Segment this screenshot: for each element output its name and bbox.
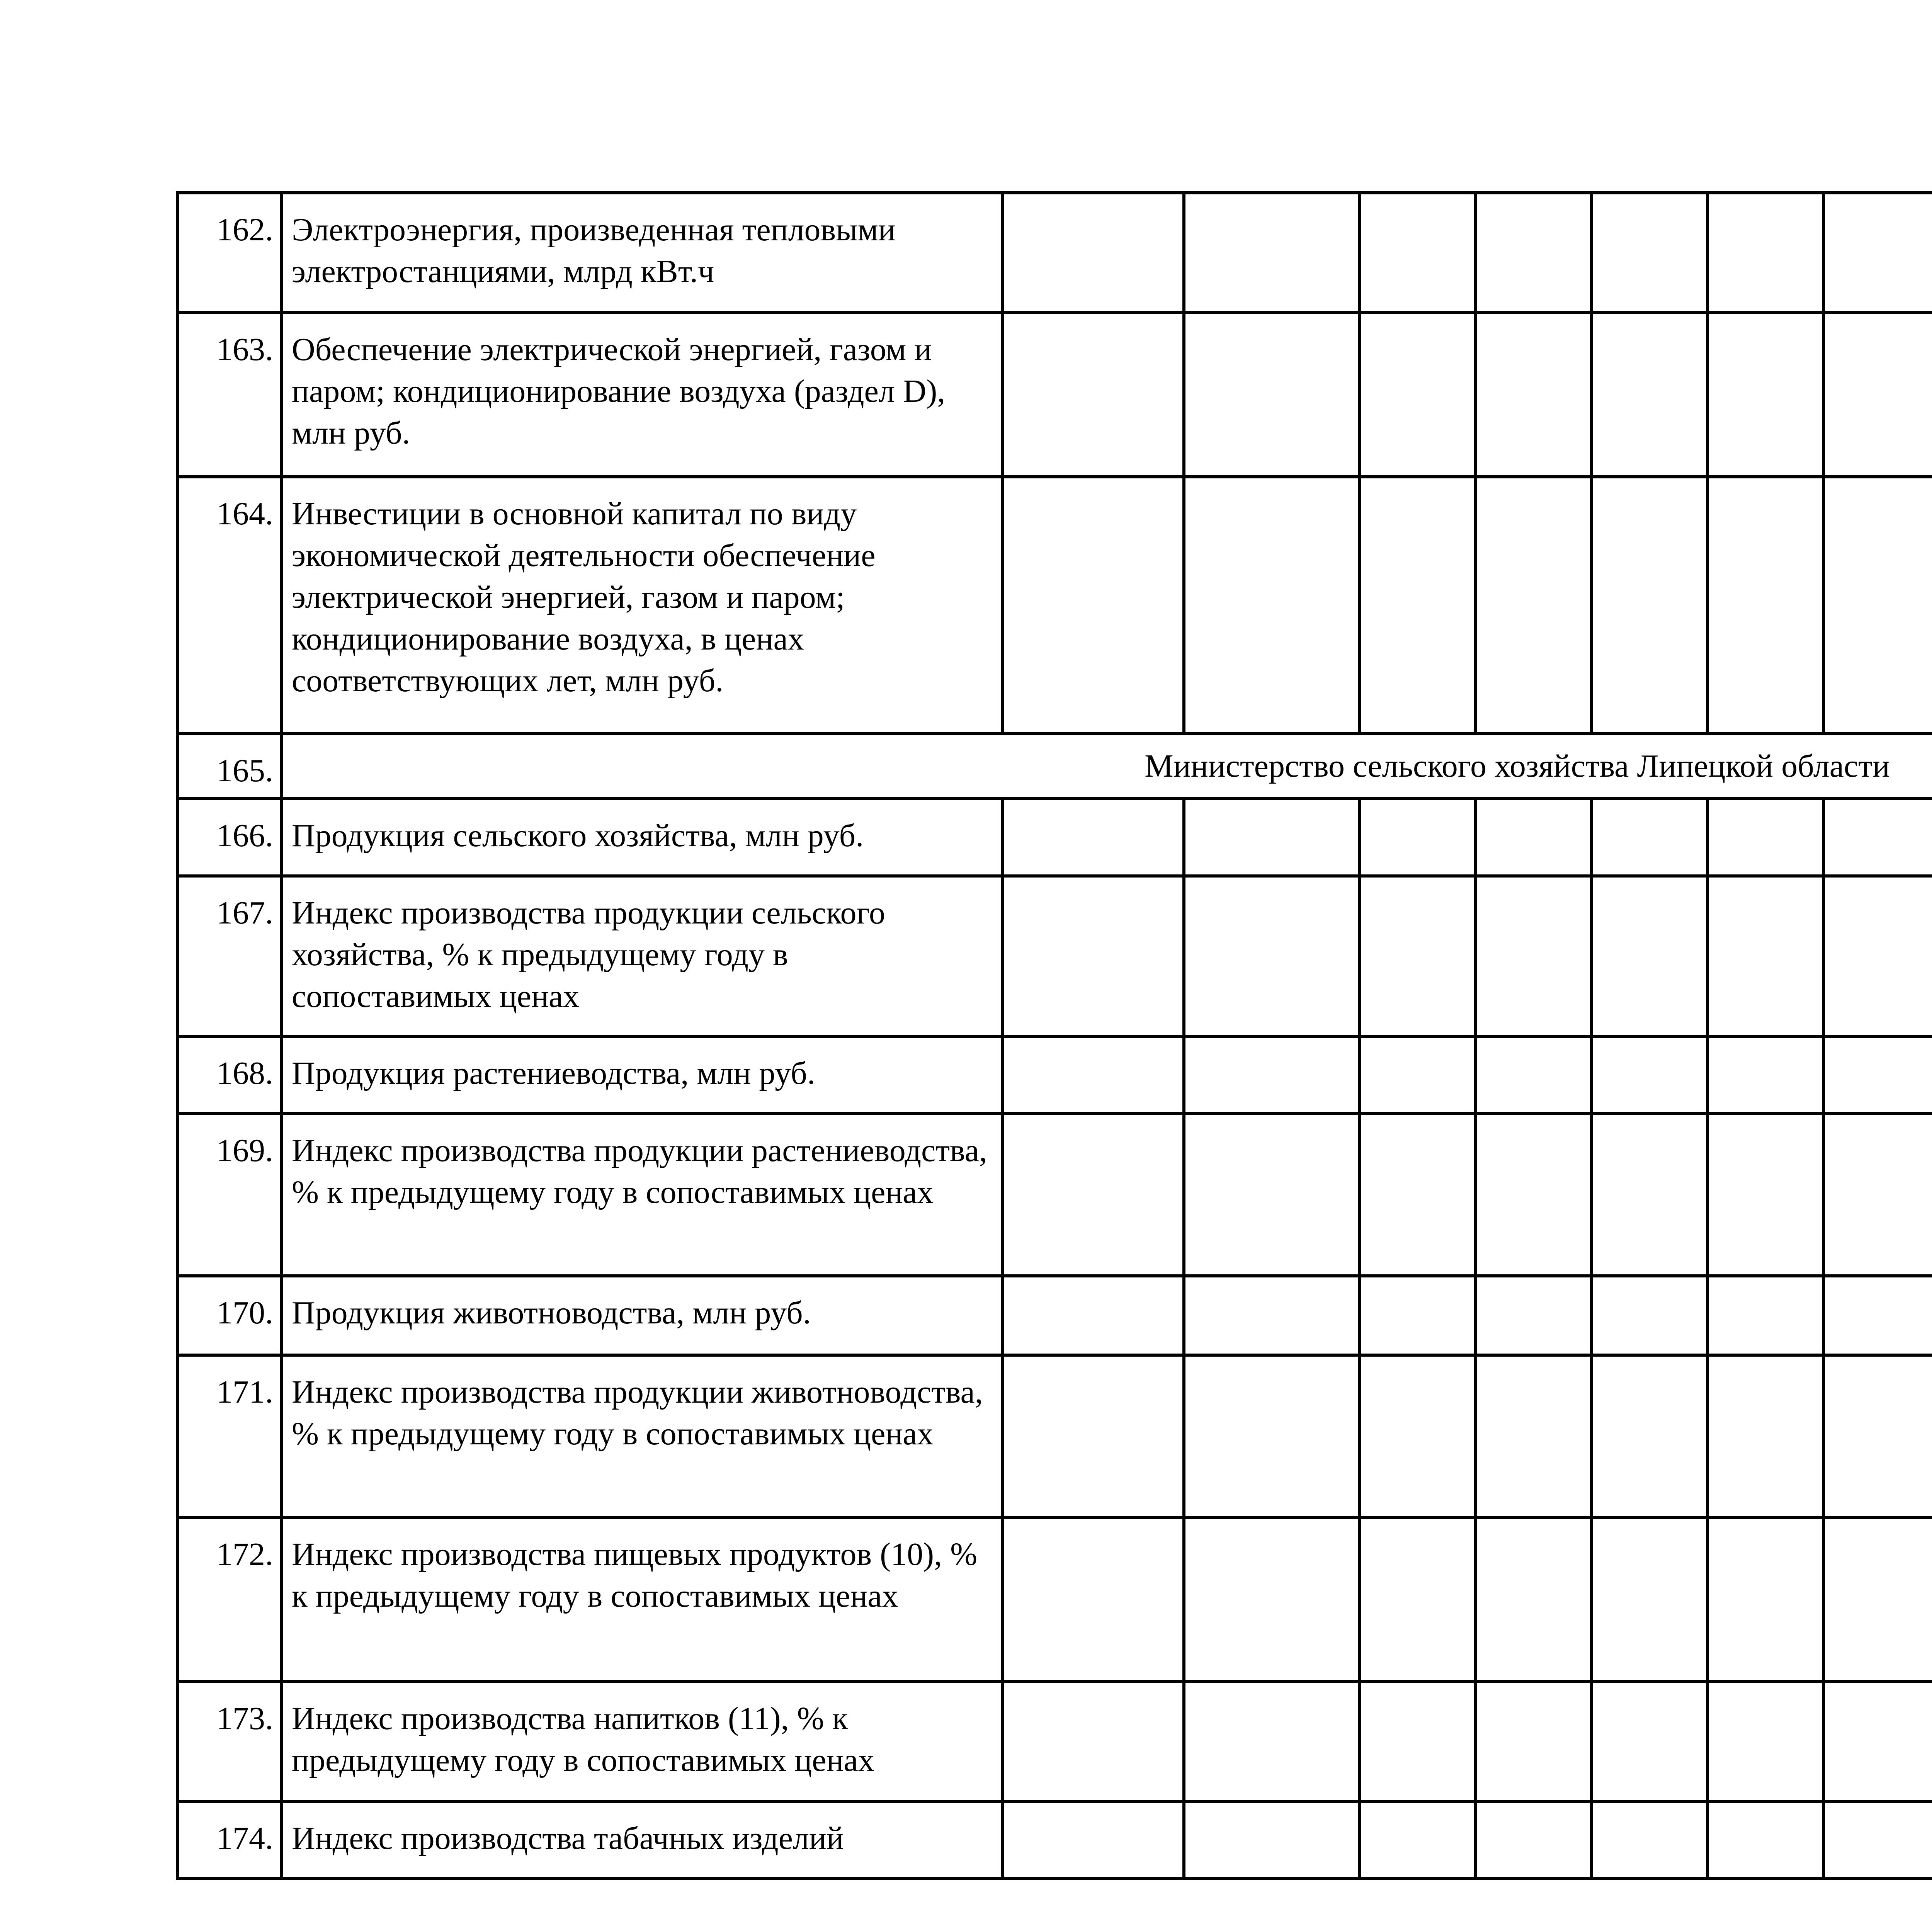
indicator-name: Инвестиции в основной капитал по виду экономической деятельности обеспечение электрической энергией, газом и паром; кондиционирование воздуха, в ценах соответствующих лет, млн руб. [282,477,1002,734]
value-cell [1592,1801,1708,1879]
value-cell [1360,477,1476,734]
value-cell [1823,1517,1932,1682]
value-cell [1184,1036,1360,1114]
value-cell [1002,313,1184,477]
table-row [177,1517,1932,1682]
value-cell [1823,193,1932,313]
row-number: 169. [177,1114,282,1276]
value-cell [1823,1276,1932,1355]
row-number: 162. [177,193,282,313]
table-row [177,477,1932,734]
indicator-name: Индекс производства продукции сельского хозяйства, % к предыдущему году в сопоставимых ценах [282,876,1002,1036]
table-row [177,1355,1932,1517]
value-cell [1360,313,1476,477]
row-number: 163. [177,313,282,477]
table-row [177,799,1932,876]
value-cell [1592,193,1708,313]
value-cell [1592,1517,1708,1682]
value-cell [1476,1276,1592,1355]
value-cell [1708,1114,1823,1276]
row-number: 171. [177,1355,282,1517]
value-cell [1476,477,1592,734]
indicator-name: Продукция растениеводства, млн руб. [282,1036,1002,1114]
value-cell [1360,1355,1476,1517]
value-cell [1184,1276,1360,1355]
row-number: 174. [177,1801,282,1879]
table-row [177,1682,1932,1801]
table-row [177,1276,1932,1355]
value-cell [1823,1682,1932,1801]
value-cell [1823,1801,1932,1879]
value-cell [1002,1036,1184,1114]
value-cell [1184,1355,1360,1517]
value-cell [1476,1036,1592,1114]
value-cell [1823,1114,1932,1276]
value-cell [1184,1801,1360,1879]
row-number: 164. [177,477,282,734]
value-cell [1823,1036,1932,1114]
value-cell [1708,1276,1823,1355]
value-cell [1002,1517,1184,1682]
value-cell [1592,1276,1708,1355]
value-cell [1002,1276,1184,1355]
indicator-name: Продукция животноводства, млн руб. [282,1276,1002,1355]
value-cell [1360,1517,1476,1682]
indicator-name: Обеспечение электрической энергией, газом и паром; кондиционирование воздуха (раздел D), млн руб. [282,313,1002,477]
value-cell [1592,1114,1708,1276]
row-number: 173. [177,1682,282,1801]
value-cell [1823,477,1932,734]
row-number: 168. [177,1036,282,1114]
value-cell [1476,1114,1592,1276]
value-cell [1708,799,1823,876]
value-cell [1823,1355,1932,1517]
value-cell [1476,1355,1592,1517]
value-cell [1184,313,1360,477]
table-row [177,1801,1932,1879]
value-cell [1002,477,1184,734]
value-cell [1184,193,1360,313]
value-cell [1002,1114,1184,1276]
value-cell [1708,1517,1823,1682]
value-cell [1592,477,1708,734]
table-row [177,313,1932,477]
value-cell [1476,799,1592,876]
value-cell [1002,1682,1184,1801]
value-cell [1360,1801,1476,1879]
value-cell [1184,1682,1360,1801]
value-cell [1476,313,1592,477]
indicator-name: Индекс производства продукции животноводства, % к предыдущему году в сопоставимых ценах [282,1355,1002,1517]
value-cell [1360,1682,1476,1801]
value-cell [1823,313,1932,477]
section-title: Министерство сельского хозяйства Липецкой области [282,734,1932,799]
value-cell [1708,193,1823,313]
indicator-name: Индекс производства табачных изделий [282,1801,1002,1879]
indicator-table-container [176,191,1932,1880]
table-row [177,1036,1932,1114]
value-cell [1360,876,1476,1036]
row-number: 170. [177,1276,282,1355]
indicator-name: Продукция сельского хозяйства, млн руб. [282,799,1002,876]
value-cell [1708,477,1823,734]
table-row [177,876,1932,1036]
table-row [177,1114,1932,1276]
indicator-name: Индекс производства продукции растениеводства, % к предыдущему году в сопоставимых ценах [282,1114,1002,1276]
value-cell [1360,1114,1476,1276]
value-cell [1708,1682,1823,1801]
indicator-name: Индекс производства пищевых продуктов (10), % к предыдущему году в сопоставимых ценах [282,1517,1002,1682]
section-header-row [177,734,1932,799]
value-cell [1592,1036,1708,1114]
value-cell [1476,1801,1592,1879]
value-cell [1476,876,1592,1036]
value-cell [1823,799,1932,876]
value-cell [1592,1355,1708,1517]
value-cell [1002,1801,1184,1879]
value-cell [1708,313,1823,477]
value-cell [1184,876,1360,1036]
row-number: 166. [177,799,282,876]
value-cell [1592,1682,1708,1801]
indicator-name: Электроэнергия, произведенная тепловыми электростанциями, млрд кВт.ч [282,193,1002,313]
value-cell [1476,1517,1592,1682]
value-cell [1360,193,1476,313]
indicator-table [176,191,1932,1880]
value-cell [1002,193,1184,313]
value-cell [1823,876,1932,1036]
row-number: 172. [177,1517,282,1682]
table-row [177,193,1932,313]
row-number: 165. [177,734,282,799]
value-cell [1476,1682,1592,1801]
value-cell [1184,1517,1360,1682]
value-cell [1708,1355,1823,1517]
value-cell [1360,799,1476,876]
indicator-name: Индекс производства напитков (11), % к предыдущему году в сопоставимых ценах [282,1682,1002,1801]
value-cell [1592,876,1708,1036]
value-cell [1476,193,1592,313]
value-cell [1708,1801,1823,1879]
row-number: 167. [177,876,282,1036]
value-cell [1592,313,1708,477]
value-cell [1184,477,1360,734]
value-cell [1002,1355,1184,1517]
value-cell [1592,799,1708,876]
value-cell [1002,799,1184,876]
value-cell [1360,1036,1476,1114]
value-cell [1184,1114,1360,1276]
value-cell [1708,1036,1823,1114]
value-cell [1360,1276,1476,1355]
value-cell [1184,799,1360,876]
value-cell [1002,876,1184,1036]
value-cell [1708,876,1823,1036]
